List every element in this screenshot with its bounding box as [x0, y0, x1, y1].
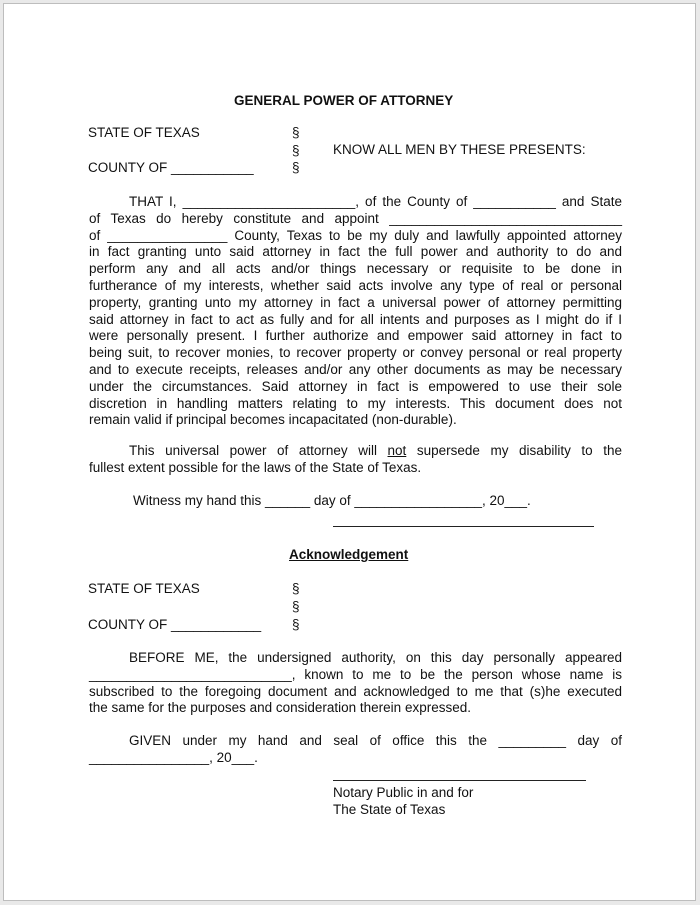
notary-signature-line [333, 780, 586, 781]
ack-county-label: COUNTY OF ____________ [88, 617, 262, 632]
section-symbol: § [292, 125, 300, 140]
paragraph-line: GIVEN under my hand and seal of office this the _________ day of [129, 733, 622, 748]
paragraph-line: BEFORE ME, the undersigned authority, on this day personally appeared [129, 650, 622, 665]
paragraph-line: the same for the purposes and consideration therein expressed. [89, 700, 471, 716]
know-all-men-text: KNOW ALL MEN BY THESE PRESENTS: [333, 142, 586, 157]
witness-line: Witness my hand this ______ day of _________________, 20___. [133, 493, 531, 508]
section-symbol: § [292, 617, 300, 632]
section-symbol: § [292, 143, 300, 158]
paragraph-line: of ________________ County, Texas to be my duly and lawfully appointed attorney [89, 227, 622, 243]
paragraph-line [89, 443, 622, 460]
paragraph-text: supersede my disability to the [406, 443, 622, 458]
disability-paragraph [89, 443, 622, 477]
underlined-word: not [387, 443, 407, 458]
paragraph-line: furtherance of my interests, whether said acts involve any type of real or personal [89, 277, 622, 293]
principal-signature-line [333, 526, 594, 527]
paragraph-line: ________________, 20___. [89, 749, 258, 765]
document-page [3, 3, 696, 901]
paragraph-line: were personally present. I further authorize and empower said attorney in fact to [89, 328, 622, 344]
paragraph-line: under the circumstances. Said attorney in fact is empowered to use their sole [89, 378, 622, 394]
given-paragraph [89, 733, 622, 767]
paragraph-line: of Texas do hereby constitute and appoint _______________________________ [89, 210, 622, 226]
document-title: GENERAL POWER OF ATTORNEY [234, 93, 454, 108]
paragraph-line: perform any and all acts and/or things necessary or requisite to be done in [89, 261, 622, 277]
paragraph-line: subscribed to the foregoing document and acknowledged to me that (s)he executed [89, 683, 622, 699]
section-symbol: § [292, 160, 300, 175]
acknowledgement-heading: Acknowledgement [289, 547, 409, 562]
paragraph-line: discretion in handling matters relating to my interests. This document does not [89, 395, 622, 411]
paragraph-line: in fact granting unto said attorney in fact the full power and authority to do and [89, 244, 622, 260]
paragraph-line: remain valid if principal becomes incapacitated (non-durable). [89, 412, 457, 428]
notary-line-1: Notary Public in and for [333, 785, 474, 800]
appointment-paragraph [89, 194, 622, 429]
paragraph-line: and to execute receipts, releases and/or any other documents as may be necessary [89, 361, 622, 377]
notary-line-2: The State of Texas [333, 802, 446, 817]
state-of-texas-label: STATE OF TEXAS [88, 125, 200, 140]
paragraph-line: ___________________________, known to me to be the person whose name is [89, 666, 622, 682]
ack-state-label: STATE OF TEXAS [88, 581, 200, 596]
paragraph-line: THAT I, _______________________, of the County of ___________ and State [129, 194, 622, 209]
paragraph-text: This universal power of attorney will [129, 443, 388, 458]
section-symbol: § [292, 599, 300, 614]
section-symbol: § [292, 581, 300, 596]
before-me-paragraph [89, 650, 622, 717]
paragraph-line: fullest extent possible for the laws of the State of Texas. [89, 459, 422, 475]
paragraph-line: being suit, to recover monies, to recover property or convey personal or real property [89, 345, 622, 361]
paragraph-line: said attorney in fact to act as fully and for all intents and purposes as I might do if I [89, 311, 622, 327]
paragraph-line: property, granting unto my attorney in fact a universal power of attorney permitting [89, 294, 622, 310]
county-of-label: COUNTY OF ___________ [88, 160, 254, 175]
